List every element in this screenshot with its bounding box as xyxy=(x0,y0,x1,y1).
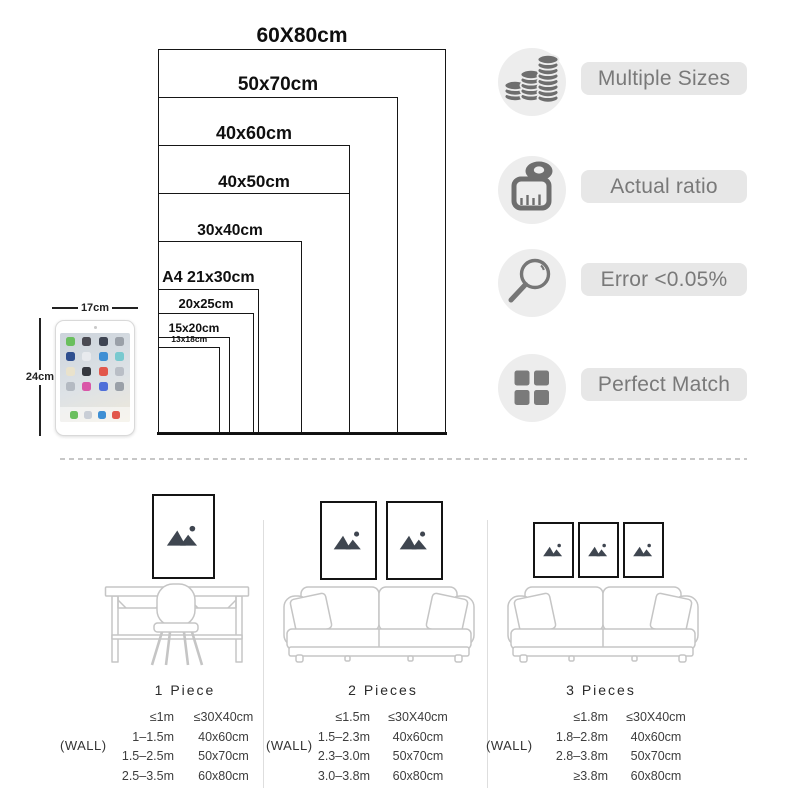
size-label: 60X80cm xyxy=(256,24,348,47)
table-rows xyxy=(114,708,265,786)
wall-range: 2.3–3.0m xyxy=(317,749,370,763)
recommended-size: 40x60cm xyxy=(392,729,444,744)
dimension-line xyxy=(52,307,78,309)
size-recommendation-row xyxy=(114,708,265,728)
recommended-size: 40x60cm xyxy=(630,729,682,744)
size-recommendation-row xyxy=(536,767,704,787)
wall-range: 3.0–3.8m xyxy=(317,768,370,783)
poster-frame xyxy=(623,522,664,578)
app-icon xyxy=(115,337,124,346)
size-recommendation-table xyxy=(266,708,466,786)
dock-app-icon xyxy=(70,411,78,419)
recommended-size: 60x80cm xyxy=(392,768,444,783)
arrangement-2-pieces xyxy=(266,682,466,786)
height-dimension-label: 24cm xyxy=(18,370,62,385)
app-icon xyxy=(99,382,108,391)
dock-app-icon xyxy=(84,411,92,419)
size-label: 50x70cm xyxy=(237,74,319,95)
width-dimension-label: 17cm xyxy=(80,302,110,314)
app-icon xyxy=(82,367,91,376)
sofa-illustration xyxy=(281,584,477,664)
app-icon xyxy=(66,367,75,376)
image-placeholder-icon xyxy=(165,523,203,549)
sofa-illustration xyxy=(503,584,703,664)
tape-measure-icon xyxy=(498,156,566,224)
feature-label: Error <0.05% xyxy=(581,263,747,296)
recommended-size: ≤30X40cm xyxy=(388,710,448,724)
recommended-size: ≤30X40cm xyxy=(193,710,254,724)
app-icon xyxy=(99,337,108,346)
wall-label: (WALL) xyxy=(266,738,313,753)
size-label: 15x20cm xyxy=(168,321,220,335)
size-label: 13x18cm xyxy=(171,334,208,345)
app-icon xyxy=(66,382,75,391)
wall-range: ≤1m xyxy=(149,710,174,724)
camera-dot-icon xyxy=(94,326,97,329)
dock-app-icon xyxy=(98,411,106,419)
wall-range: 1.5–2.3m xyxy=(317,729,370,744)
recommended-size: 50x70cm xyxy=(630,749,682,763)
image-placeholder-icon xyxy=(542,542,566,559)
poster-frame xyxy=(152,494,215,579)
wall-range: 2.8–3.8m xyxy=(555,749,608,763)
app-icon xyxy=(82,382,91,391)
arrangement-title: 2 Pieces xyxy=(348,682,418,698)
size-recommendation-row xyxy=(310,747,466,767)
app-icon xyxy=(115,352,124,361)
grid-squares-icon xyxy=(498,354,566,422)
recommended-size: 50x70cm xyxy=(198,749,249,763)
arrangement-title: 1 Piece xyxy=(154,682,216,698)
app-icon xyxy=(99,367,108,376)
width-dimension xyxy=(52,302,138,314)
feature-perfect-match xyxy=(498,354,758,422)
size-label: A4 21x30cm xyxy=(162,269,255,286)
recommended-size: 60x80cm xyxy=(630,768,682,783)
dimension-line xyxy=(112,307,138,309)
feature-label: Perfect Match xyxy=(581,368,747,401)
table-rows xyxy=(536,708,704,786)
size-label: 40x50cm xyxy=(218,172,290,191)
size-box-13x18 xyxy=(158,334,220,433)
wall-range: 1–1.5m xyxy=(132,729,174,744)
wall-range: ≥3.8m xyxy=(573,768,608,783)
size-recommendation-table xyxy=(486,708,704,786)
app-icon xyxy=(66,352,75,361)
size-recommendation-row xyxy=(114,728,265,748)
magnifier-icon xyxy=(498,249,566,317)
image-placeholder-icon xyxy=(398,529,432,553)
image-placeholder-icon xyxy=(587,542,611,559)
coins-icon xyxy=(498,48,566,116)
size-recommendation-row xyxy=(310,708,466,728)
desk-illustration xyxy=(104,583,250,667)
dock-app-icon xyxy=(112,411,120,419)
app-icon xyxy=(99,352,108,361)
feature-label: Multiple Sizes xyxy=(581,62,747,95)
size-recommendation-row xyxy=(536,747,704,767)
poster-frame xyxy=(533,522,574,578)
feature-multiple-sizes xyxy=(498,48,758,116)
arrangement-title: 3 Pieces xyxy=(566,682,636,698)
size-recommendation-row xyxy=(536,708,704,728)
wall-range: ≤1.8m xyxy=(573,710,608,724)
app-icon xyxy=(66,337,75,346)
wall-range: 2.5–3.5m xyxy=(121,768,174,783)
tablet-illustration xyxy=(55,320,135,436)
size-label: 40x60cm xyxy=(215,123,293,143)
app-dock xyxy=(60,407,130,422)
size-recommendation-row xyxy=(536,728,704,748)
image-placeholder-icon xyxy=(332,529,366,553)
poster-frame xyxy=(578,522,619,578)
feature-label: Actual ratio xyxy=(581,170,747,203)
table-rows xyxy=(310,708,466,786)
arrangement-1-piece xyxy=(60,682,265,786)
size-recommendation-table xyxy=(60,708,265,786)
poster-frame xyxy=(386,501,443,580)
tablet-screen xyxy=(60,333,130,422)
app-icon xyxy=(82,352,91,361)
wall-range: 1.8–2.8m xyxy=(555,729,608,744)
app-icon xyxy=(115,382,124,391)
recommended-size: ≤30X40cm xyxy=(626,710,686,724)
size-label: 30x40cm xyxy=(197,221,263,239)
arrangement-3-pieces xyxy=(486,682,704,786)
app-icon xyxy=(115,367,124,376)
size-comparison-diagram xyxy=(158,24,446,433)
poster-frame xyxy=(320,501,377,580)
size-recommendation-row xyxy=(310,728,466,748)
size-recommendation-row xyxy=(114,747,265,767)
image-placeholder-icon xyxy=(632,542,656,559)
wall-range: 1.5–2.5m xyxy=(121,749,174,763)
size-recommendation-row xyxy=(114,767,265,787)
recommended-size: 60x80cm xyxy=(198,768,249,783)
app-icon xyxy=(82,337,91,346)
size-label: 20x25cm xyxy=(178,296,234,311)
app-icons-grid xyxy=(64,337,126,391)
wall-range: ≤1.5m xyxy=(335,710,370,724)
feature-low-error xyxy=(498,249,758,317)
feature-actual-ratio xyxy=(498,156,758,224)
section-divider xyxy=(60,458,747,460)
wall-label: (WALL) xyxy=(60,738,107,753)
size-recommendation-row xyxy=(310,767,466,787)
recommended-size: 40x60cm xyxy=(198,729,249,744)
recommended-size: 50x70cm xyxy=(392,749,444,763)
wall-label: (WALL) xyxy=(486,738,533,753)
